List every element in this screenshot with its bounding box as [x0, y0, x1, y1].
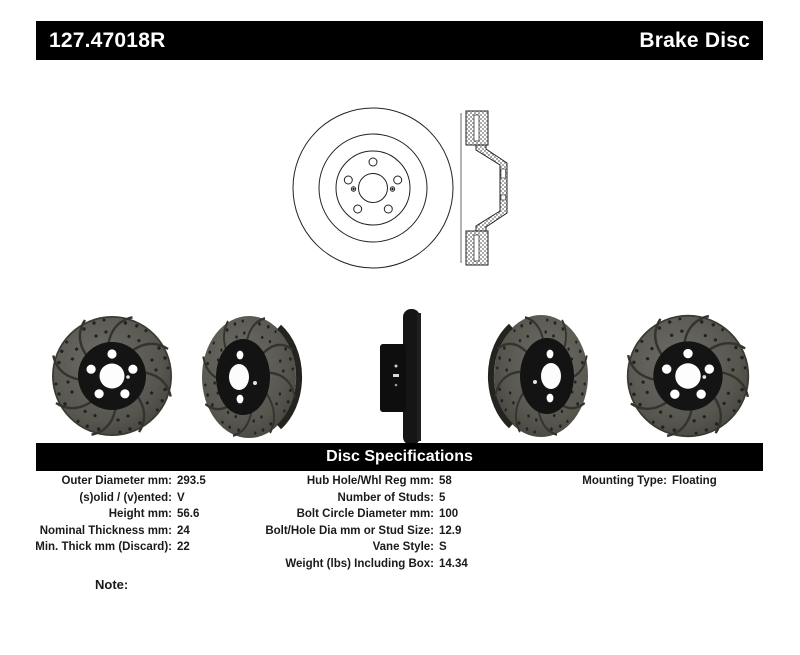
- spec-label: Bolt Circle Diameter mm:: [296, 508, 434, 520]
- spec-value: 293.5: [177, 475, 206, 487]
- spec-label: Bolt/Hole Dia mm or Stud Size:: [265, 524, 434, 537]
- spec-row: [30, 506, 206, 523]
- rotor-photo-front-right: [623, 311, 752, 440]
- part-number: 127.47018R: [49, 28, 166, 52]
- brake-disc-drawing-svg: [285, 103, 515, 273]
- spec-section-title: Disc Specifications: [326, 448, 473, 465]
- spec-label: Number of Studs:: [337, 491, 434, 504]
- spec-section-bar: [36, 443, 763, 471]
- spec-label: Min. Thick mm (Discard):: [35, 541, 172, 553]
- spec-row: [30, 523, 206, 540]
- spec-value: 14.34: [439, 557, 468, 570]
- spec-label: Outer Diameter mm:: [61, 475, 172, 487]
- spec-row: [240, 523, 468, 540]
- spec-value: S: [439, 541, 447, 553]
- spec-row: [240, 490, 468, 507]
- spec-value: Floating: [672, 475, 717, 487]
- spec-value: 5: [439, 491, 446, 504]
- technical-drawing: [285, 103, 515, 278]
- spec-column-right: [540, 473, 717, 490]
- spec-label: Vane Style:: [372, 541, 434, 553]
- rotor-photos-svg: [36, 303, 766, 451]
- spec-label: Height mm:: [108, 508, 172, 520]
- spec-row: [240, 556, 468, 573]
- spec-row: [240, 539, 468, 556]
- spec-column-middle: [240, 473, 468, 572]
- spec-value: 100: [439, 508, 459, 520]
- spec-value: 22: [177, 541, 190, 553]
- rotor-photo-front-left: [49, 313, 176, 440]
- spec-column-left: [30, 473, 206, 556]
- product-photo-row: [36, 303, 766, 456]
- rotor-photo-angled-right: [491, 313, 591, 440]
- spec-row: [240, 473, 468, 490]
- spec-row: [30, 490, 206, 507]
- spec-value: 24: [177, 524, 190, 537]
- product-type-title: Brake Disc: [639, 28, 750, 52]
- drawing-cross-section: [461, 111, 507, 265]
- spec-value: 56.6: [177, 508, 200, 520]
- header-bar: [36, 21, 763, 60]
- note-label: Note:: [95, 577, 129, 592]
- spec-label: Weight (lbs) Including Box:: [285, 557, 434, 570]
- drawing-front-view: [293, 108, 453, 268]
- spec-value: 12.9: [439, 524, 462, 537]
- spec-value: V: [177, 491, 185, 504]
- spec-row: [30, 473, 206, 490]
- spec-value: 58: [439, 475, 452, 487]
- spec-row: [240, 506, 468, 523]
- spec-row: [30, 539, 206, 556]
- spec-label: (s)olid / (v)ented:: [79, 491, 172, 504]
- rotor-photo-side-profile: [380, 309, 421, 445]
- spec-label: Mounting Type:: [582, 475, 667, 487]
- spec-label: Hub Hole/Whl Reg mm:: [306, 475, 434, 487]
- spec-row: [540, 473, 717, 490]
- rotor-photo-angled-left: [200, 314, 300, 441]
- spec-label: Nominal Thickness mm:: [39, 524, 172, 537]
